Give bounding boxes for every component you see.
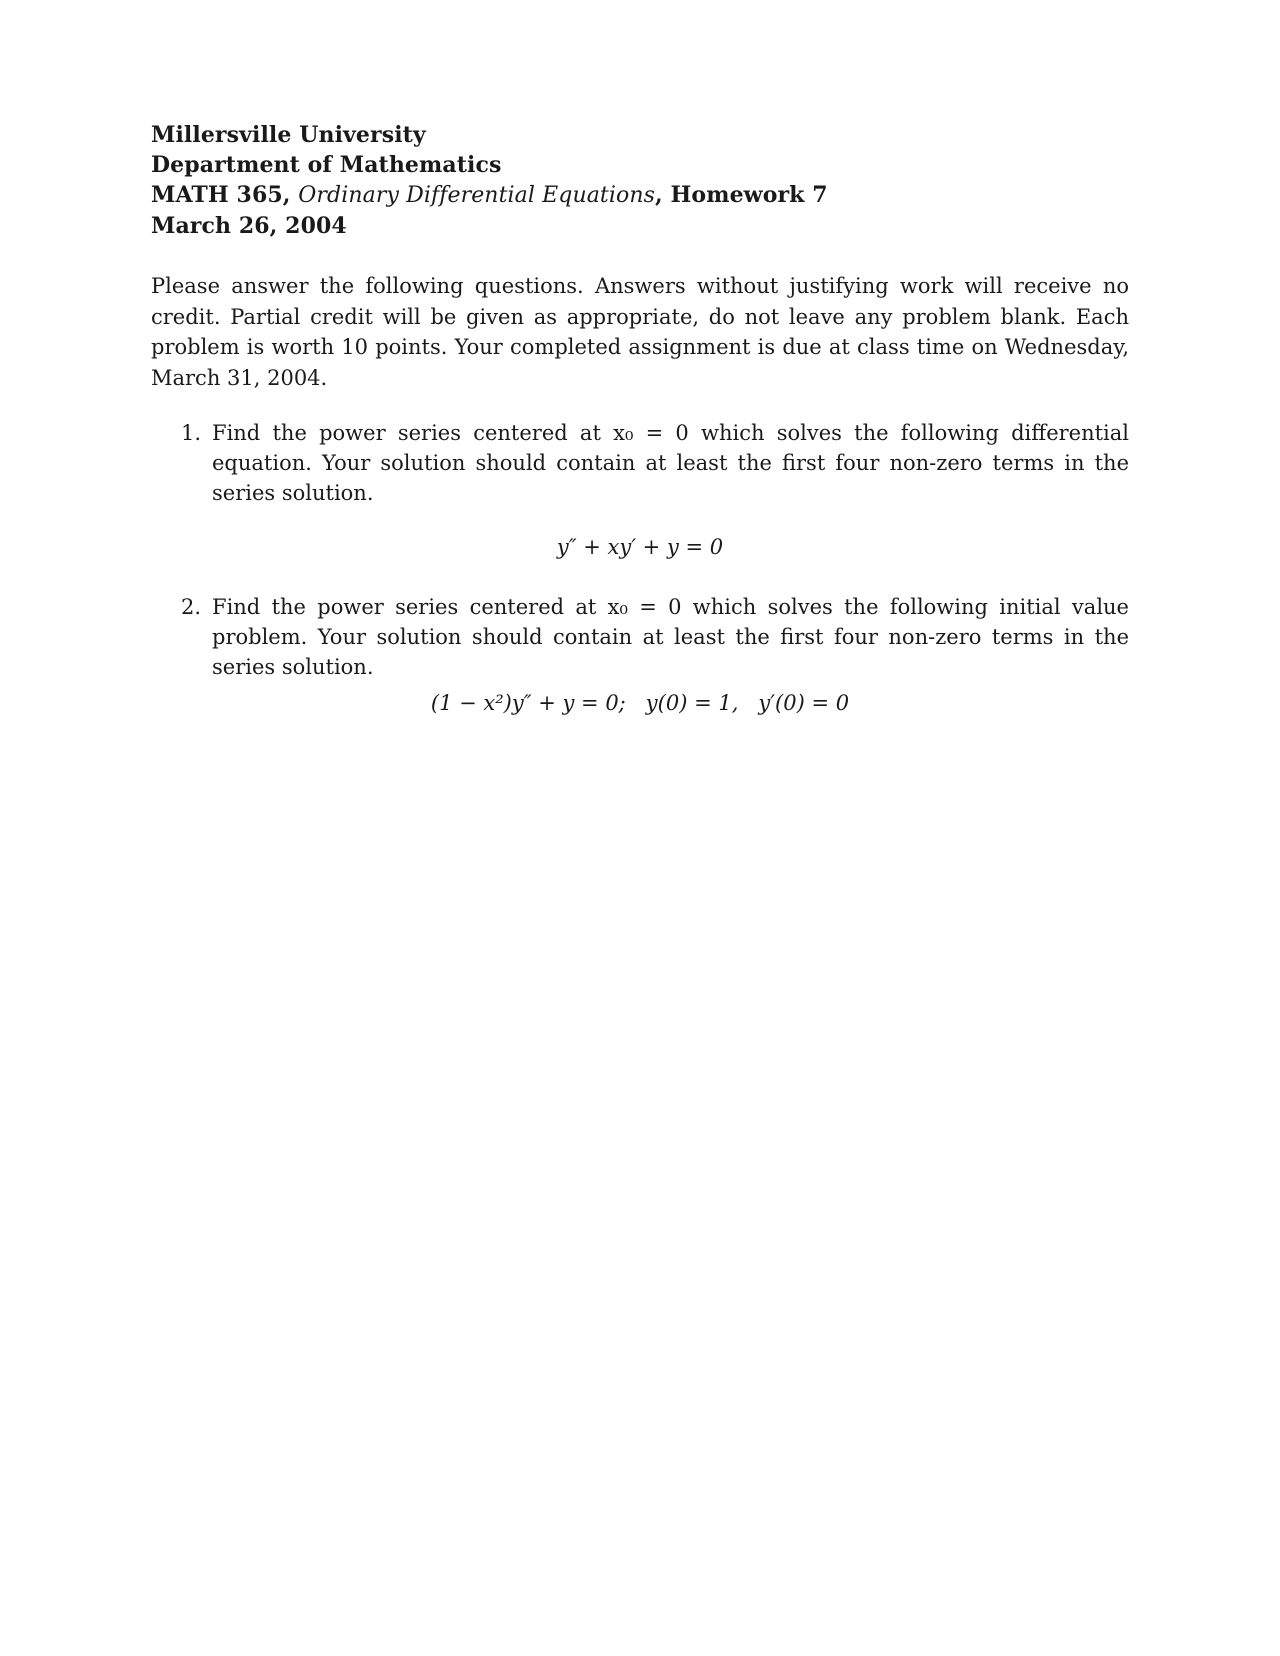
document-header	[151, 120, 1129, 241]
assignment-date: March 26, 2004	[151, 213, 347, 239]
instructions-paragraph: Please answer the following questions. Answers without justifying work will receive no credit. Partial credit will be given as appropriate, do not leave any problem blank. Each problem is worth 10 points. Your completed assignment is due at class time on Wednesday, March 31, 2004.	[151, 274, 1129, 390]
course-title: Ordinary Differential Equations	[298, 183, 656, 208]
problem-list	[151, 418, 1129, 718]
problem-item	[151, 418, 1129, 562]
problem-equation: (1 − x²)y″ + y = 0; y(0) = 1, y′(0) = 0	[430, 691, 850, 715]
homework-page	[151, 120, 1129, 718]
problem-equation: y″ + xy′ + y = 0	[556, 535, 724, 559]
university-name: Millersville University	[151, 122, 426, 148]
assignment-name: , Homework 7	[655, 182, 828, 208]
problem-number: 2.	[181, 595, 202, 619]
problem-text: Find the power series centered at x₀ = 0 which solves the following initial value problem. Your solution should contain at least the first four non-zero terms in the series solution.	[212, 595, 1129, 679]
course-code: MATH 365,	[151, 182, 291, 208]
department-name: Department of Mathematics	[151, 152, 502, 178]
course-line	[151, 180, 1129, 211]
problem-number: 1.	[181, 421, 202, 445]
problem-item	[151, 592, 1129, 718]
problem-text: Find the power series centered at x₀ = 0 which solves the following differential equation. Your solution should contain at least the first four non-zero terms in the series solution.	[212, 421, 1129, 505]
